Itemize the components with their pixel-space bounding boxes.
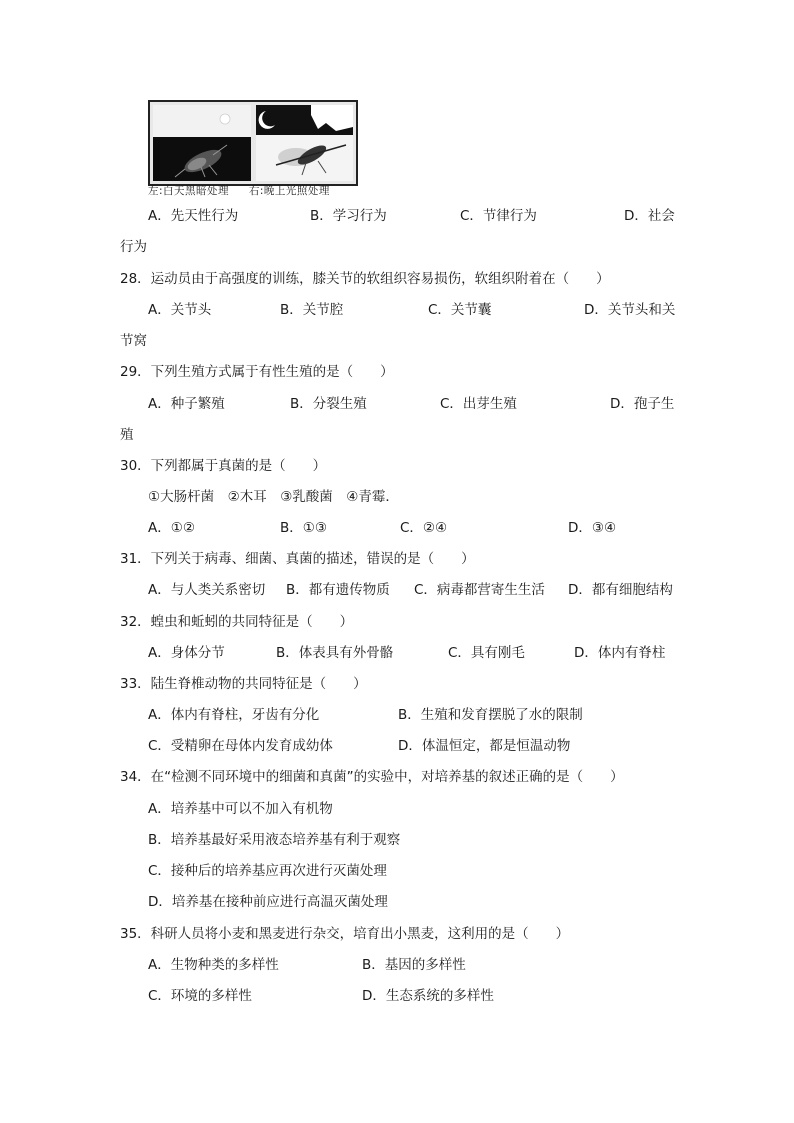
experiment-figure [148, 100, 356, 199]
q29-option-d-wrap: 殖 [120, 427, 134, 443]
q32-stem: 32．蝗虫和蚯蚓的共同特征是（ ） [120, 614, 354, 630]
q29-option-c: C．出芽生殖 [440, 396, 517, 412]
q29-option-b: B．分裂生殖 [290, 396, 367, 412]
q28-stem: 28．运动员由于高强度的训练，膝关节的软组织容易损伤，软组织附着在（ ） [120, 271, 610, 287]
q31-option-c: C．病毒都营寄生生活 [414, 582, 545, 598]
q29-option-d: D．孢子生 [610, 396, 675, 412]
q27-option-d: D．社会 [624, 208, 675, 224]
q31-option-a: A．与人类关系密切 [148, 582, 266, 598]
q27-option-a: A．先天性行为 [148, 208, 239, 224]
daytime-dark-photo [153, 105, 251, 181]
q27-option-d-wrap: 行为 [120, 239, 147, 255]
q34-option-b: B．培养基最好采用液态培养基有利于观察 [148, 832, 401, 848]
q30-option-a: A．①② [148, 520, 195, 536]
q34-option-c: C．接种后的培养基应再次进行灭菌处理 [148, 863, 387, 879]
q29-option-a: A．种子繁殖 [148, 396, 225, 412]
q33-stem: 33．陆生脊椎动物的共同特征是（ ） [120, 676, 367, 692]
figure-panel-left [153, 105, 251, 181]
caption-left: 左:白天黑暗处理 [148, 185, 230, 197]
figure-panel-right [256, 105, 353, 181]
q32-option-c: C．具有刚毛 [448, 645, 525, 661]
q35-option-b: B．基因的多样性 [362, 957, 466, 973]
q33-option-d: D．体温恒定，都是恒温动物 [398, 738, 571, 754]
q33-option-b: B．生殖和发育摆脱了水的限制 [398, 707, 583, 723]
caption-right: 右:晚上光照处理 [248, 185, 330, 197]
q34-stem: 34．在“检测不同环境中的细菌和真菌”的实验中，对培养基的叙述正确的是（ ） [120, 769, 624, 785]
q30-option-c: C．②④ [400, 520, 448, 536]
q28-option-a: A．关节头 [148, 302, 212, 318]
q30-stem: 30．下列都属于真菌的是（ ） [120, 458, 327, 474]
q34-option-a: A．培养基中可以不加入有机物 [148, 801, 333, 817]
q35-option-c: C．环境的多样性 [148, 988, 252, 1004]
q28-option-b: B．关节腔 [280, 302, 344, 318]
q31-option-b: B．都有遗传物质 [286, 582, 390, 598]
q33-option-a: A．体内有脊柱，牙齿有分化 [148, 707, 320, 723]
q28-option-d-wrap: 节窝 [120, 333, 147, 349]
figure-caption [148, 184, 358, 198]
q34-option-d: D．培养基在接种前应进行高温灭菌处理 [148, 894, 388, 910]
q30-items: ①大肠杆菌 ②木耳 ③乳酸菌 ④青霉． [148, 489, 399, 505]
q35-option-d: D．生态系统的多样性 [362, 988, 494, 1004]
q32-option-d: D．体内有脊柱 [574, 645, 666, 661]
night-light-photo [256, 105, 353, 181]
q31-stem: 31．下列关于病毒、细菌、真菌的描述，错误的是（ ） [120, 551, 475, 567]
q30-option-d: D．③④ [568, 520, 617, 536]
q28-option-d: D．关节头和关 [584, 302, 676, 318]
figure-photo [148, 100, 358, 186]
q31-option-d: D．都有细胞结构 [568, 582, 673, 598]
q30-option-b: B．①③ [280, 520, 327, 536]
q27-option-b: B．学习行为 [310, 208, 387, 224]
q33-option-c: C．受精卵在母体内发育成幼体 [148, 738, 333, 754]
q29-stem: 29．下列生殖方式属于有性生殖的是（ ） [120, 364, 394, 380]
q35-option-a: A．生物种类的多样性 [148, 957, 279, 973]
q35-stem: 35．科研人员将小麦和黑麦进行杂交，培育出小黑麦，这利用的是（ ） [120, 926, 570, 942]
q32-option-a: A．身体分节 [148, 645, 225, 661]
q32-option-b: B．体表具有外骨骼 [276, 645, 394, 661]
q28-option-c: C．关节囊 [428, 302, 492, 318]
q27-option-c: C．节律行为 [460, 208, 537, 224]
